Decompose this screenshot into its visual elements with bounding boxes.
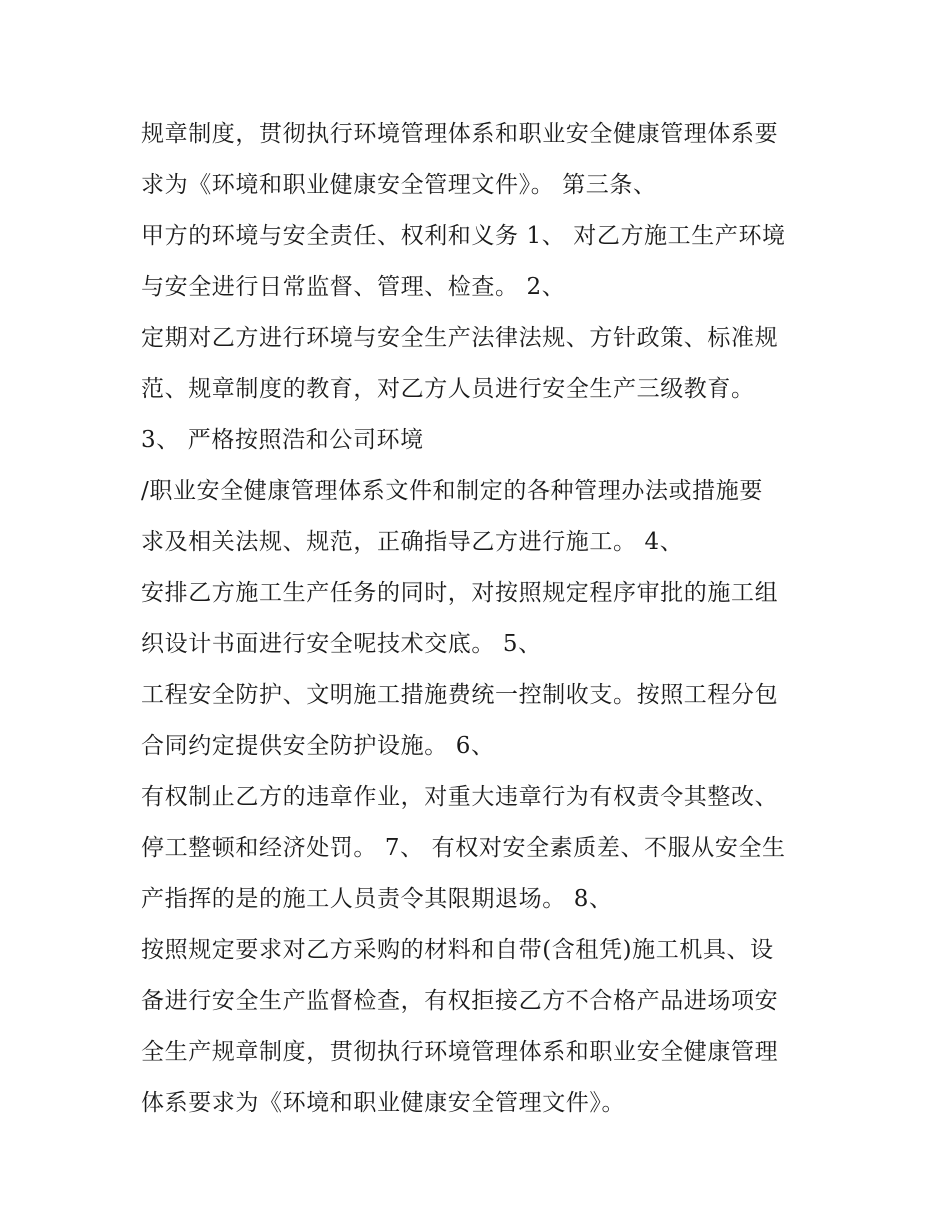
text-line: 产指挥的是的施工人员责令其限期退场。 8、 [141, 886, 613, 912]
document-body [141, 109, 821, 1129]
text-line: 全生产规章制度，贯彻执行环境管理体系和职业安全健康管理 [141, 1039, 779, 1065]
text-line: 求为《环境和职业健康安全管理文件》。 第三条、 [141, 172, 657, 198]
text-line: 安排乙方施工生产任务的同时，对按照规定程序审批的施工组 [141, 580, 779, 606]
text-line: 体系要求为《环境和职业健康安全管理文件》。 [141, 1090, 626, 1116]
text-line: 范、规章制度的教育，对乙方人员进行安全生产三级教育。 [141, 376, 755, 402]
text-line: 甲方的环境与安全责任、权利和义务 1、 对乙方施工生产环境 [141, 223, 786, 249]
text-line: 合同约定提供安全防护设施。 6、 [141, 733, 495, 759]
text-line: 求及相关法规、规范，正确指导乙方进行施工。 4、 [141, 529, 684, 555]
text-line: /职业安全健康管理体系文件和制定的各种管理办法或措施要 [141, 478, 763, 504]
text-line: 规章制度，贯彻执行环境管理体系和职业安全健康管理体系要 [141, 121, 779, 147]
text-line: 工程安全防护、文明施工措施费统一控制收支。按照工程分包 [141, 682, 779, 708]
text-line: 有权制止乙方的违章作业，对重大违章行为有权责令其整改、 [141, 784, 779, 810]
text-line: 备进行安全生产监督检查，有权拒接乙方不合格产品进场项安 [141, 988, 779, 1014]
text-line: 定期对乙方进行环境与安全生产法律法规、方针政策、标准规 [141, 325, 779, 351]
text-line: 3、 严格按照浩和公司环境 [141, 427, 424, 453]
text-line: 停工整顿和经济处罚。 7、 有权对安全素质差、不服从安全生 [141, 835, 786, 861]
text-line: 织设计书面进行安全呢技术交底。 5、 [141, 631, 542, 657]
text-line: 按照规定要求对乙方采购的材料和自带(含租凭)施工机具、设 [141, 937, 774, 963]
text-line: 与安全进行日常监督、管理、检查。 2、 [141, 274, 566, 300]
